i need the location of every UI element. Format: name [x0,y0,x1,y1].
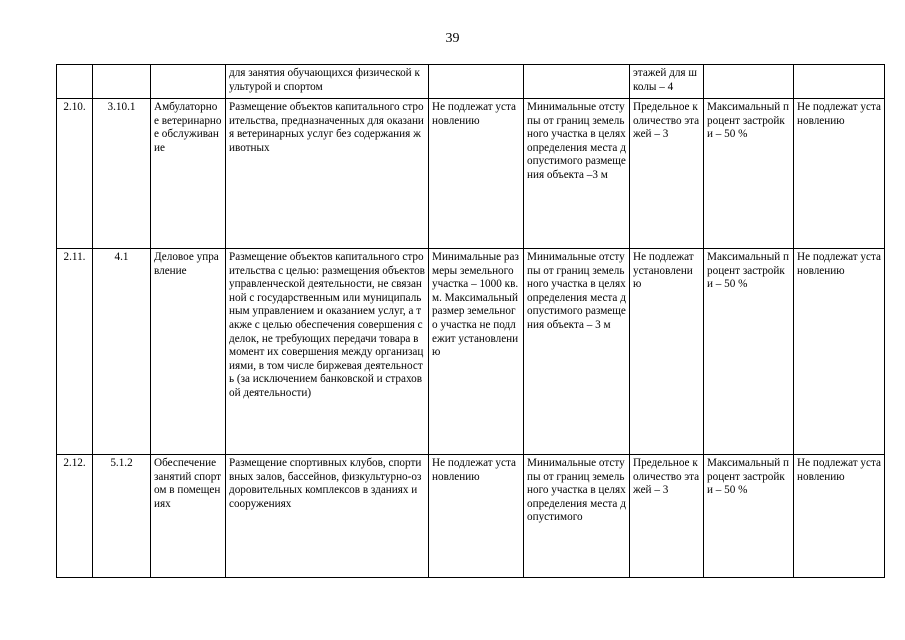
use-description: Размещение объектов капитального строительства, предназначенных для оказания ветеринарных услуг без содержания животных [226,99,429,249]
plot-size: Минимальные размеры земельного участка – 1000 кв. м. Максимальный размер земельного участка не подлежит установлению [429,249,524,455]
zoning-table [56,64,885,578]
use-description: для занятия обучающихся физической культурой и спортом [226,65,429,99]
other-params [794,65,885,99]
plot-size: Не подлежат установлению [429,455,524,578]
coverage: Максимальный процент застройки – 50 % [704,99,794,249]
use-code: 5.1.2 [93,455,151,578]
coverage: Максимальный процент застройки – 50 % [704,455,794,578]
page-number: 39 [445,31,460,46]
table-row [57,249,885,455]
row-number: 2.12. [57,455,93,578]
use-name: Обеспечение занятий спортом в помещениях [151,455,226,578]
floors: Не подлежат установлению [630,249,704,455]
row-number: 2.11. [57,249,93,455]
row-number: 2.10. [57,99,93,249]
setbacks [524,65,630,99]
coverage: Максимальный процент застройки – 50 % [704,249,794,455]
table-row [57,455,885,578]
use-description: Размещение объектов капитального строительства с целью: размещения объектов управленческой деятельности, не связанной с государственным или муниципальным управлением и оказанием услуг, а также с целью обеспечения совершения сделок, не требующих передачи товара в момент их совершения между организациями, в том числе биржевая деятельность (за исключением банковской и страховой деятельности) [226,249,429,455]
plot-size [429,65,524,99]
setbacks: Минимальные отступы от границ земельного участка в целях определения места допустимого размещения объекта – 3 м [524,249,630,455]
floors: Предельное количество этажей – 3 [630,99,704,249]
other-params: Не подлежат установлению [794,455,885,578]
other-params: Не подлежат установлению [794,99,885,249]
other-params: Не подлежат установлению [794,249,885,455]
floors: Предельное количество этажей – 3 [630,455,704,578]
floors: этажей для школы – 4 [630,65,704,99]
use-code: 3.10.1 [93,99,151,249]
setbacks: Минимальные отступы от границ земельного участка в целях определения места допустимого [524,455,630,578]
table-row [57,65,885,99]
use-name: Амбулаторное ветеринарное обслуживание [151,99,226,249]
plot-size: Не подлежат установлению [429,99,524,249]
table-row [57,99,885,249]
use-name: Деловое управление [151,249,226,455]
setbacks: Минимальные отступы от границ земельного участка в целях определения места допустимого размещения объекта –3 м [524,99,630,249]
row-number [57,65,93,99]
use-code: 4.1 [93,249,151,455]
use-name [151,65,226,99]
use-description: Размещение спортивных клубов, спортивных залов, бассейнов, физкультурно-оздоровительных комплексов в зданиях и сооружениях [226,455,429,578]
use-code [93,65,151,99]
coverage [704,65,794,99]
